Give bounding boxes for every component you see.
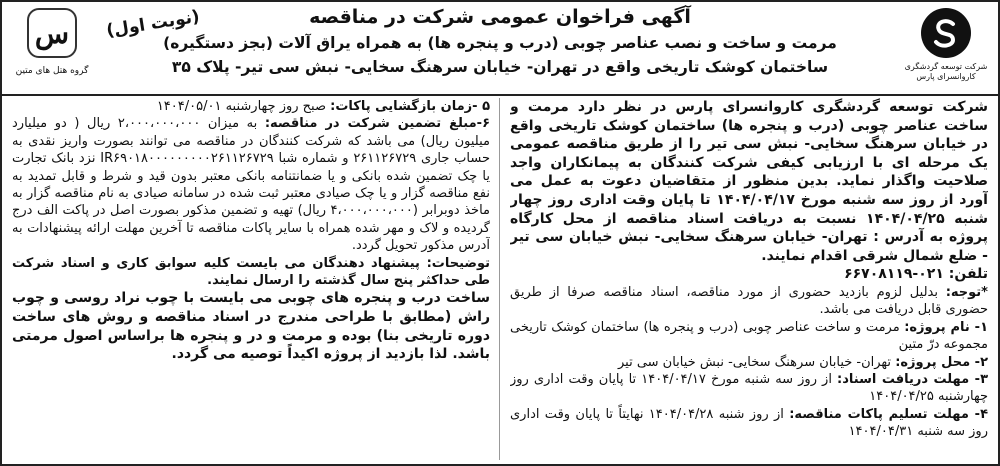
- column-divider: [499, 98, 500, 460]
- note-text: بدلیل لزوم بازدید حضوری از مورد مناقصه، اسناد مناقصه صرفا از طریق حضوری قابل دریافت می باشد.: [510, 284, 988, 318]
- header: [2, 2, 998, 94]
- matin-logo-icon: س: [27, 8, 77, 58]
- left-column: [12, 98, 490, 464]
- explanation-label: توضیحات:: [426, 255, 490, 271]
- item-text: به میزان ۲،۰۰۰،۰۰۰،۰۰۰ ریال ( دو میلیارد میلیون ریال) می باشد که شرکت کنندگان در مناقصه می توانند بصورت واریز نقدی به حساب جاری ۲۶۱۱۲۶۷۲۹ و شماره شبا IR۶۹۰۱۸۰۰۰۰۰۰۰۰۰۲۶۱۱۲۶۷۲۹ نزد بانک تجارت یا چک تضمین شده بانکی و یا ضمانتنامه بانکی معتبر بدون قید و شرط و قابل تمدید به نفع مناقصه گزار و یا چک صیادی معتبر ثبت شده در سامانه صیادی به نام مناقصه گزار به ماخذ دوبرابر (۴،۰۰۰،۰۰۰،۰۰۰ ریال) تهیه و تضمین مذکور بصورت اصل در پاکت الف درج گردیده و لاک و مهر شده همراه با سایر پاکات مناقصه تا آخرین مهلت ارائه پیشنهادات به آدرس مذکور تحویل گردد.: [12, 116, 490, 254]
- phone-label: تلفن:: [948, 266, 988, 283]
- item-text: مرمت و ساخت عناصر چوبی (درب و پنجره ها) ساختمان کوشک تاریخی مجموعه درّ متین: [510, 319, 988, 353]
- intro-paragraph: شرکت توسعه گردشگری کاروانسرای پارس در نظر دارد مرمت و ساخت عناصر چوبی (درب و پنجره ها) ساختمان کوشک تاریخی واقع در خیابان سرهنگ سخایی- نبش سی تیر را از طریق مناقصه عمومی یک مرحله ای با ارزیابی کیفی شرکت کنندگان به پیمانکاران واجد صلاحیت واگذار نماید. بدین منظور از متقاضیان دعوت به عمل می آورد از روز سه شنبه مورخ ۱۴۰۴/۰۴/۱۷ تا پایان وقت اداری روز چهار شنبه ۱۴۰۴/۰۴/۲۵ نسبت به دریافت اسناد مناقصه از محل کارگاه پروژه به آدرس : تهران- خیابان سرهنگ سخایی- نبش خیابان سی تیر - ضلع شمال شرقی اقدام نمایند.: [510, 99, 988, 264]
- right-column: [510, 98, 988, 464]
- page-title: آگهی فراخوان عمومی شرکت در مناقصه: [309, 6, 691, 28]
- logo-right-caption-line-1: شرکت توسعه گردشگری: [904, 62, 988, 71]
- caravanserai-logo: [900, 6, 992, 90]
- final-paragraph: ساخت درب و پنجره های چوبی می بایست با چوب نراد روسی و چوب راش (مطابق با طراحی مندرج در اسناد مناقصه و روش های ساخت دوره تاریخی بنا) بوده و مرمت و در و پنجره ها براساس اصول مرمتی باشد. لذا بازدید از پروژه اکیداً توصیه می گردد.: [12, 290, 490, 363]
- logo-right-caption-line-2: کاروانسرای پارس: [916, 72, 976, 81]
- subtitle-2: ساختمان کوشک تاریخی واقع در تهران- خیابان سرهنگ سخایی- نبش سی تیر- پلاک ۳۵: [171, 58, 829, 76]
- note-paragraph: [510, 284, 988, 319]
- item-label: ۴- مهلت تسلیم پاکات مناقصه:: [789, 406, 988, 422]
- guarantee-paragraph: [12, 115, 490, 254]
- matin-hotels-logo: [10, 8, 94, 88]
- round-label: (نوبت اول): [105, 6, 202, 42]
- item-text: تهران- خیابان سرهنگ سخایی- نبش خیابان سی تیر: [617, 354, 896, 370]
- item-label: ۲- محل پروژه:: [895, 354, 988, 370]
- item-label: ۱- نام پروژه:: [904, 319, 988, 335]
- item-label: ۵ -زمان بازگشایی پاکات:: [330, 99, 490, 114]
- header-divider: [2, 94, 998, 96]
- list-item: [510, 319, 988, 354]
- item-text: از روز سه شنبه مورخ ۱۴۰۴/۰۴/۱۷ تا پایان وقت اداری روز چهارشنبه ۱۴۰۴/۰۴/۲۵: [510, 371, 988, 405]
- item-label: ۳- مهلت دریافت اسناد:: [837, 371, 988, 387]
- header-titles: [102, 4, 898, 79]
- logo-left-caption: گروه هتل های متین: [15, 66, 89, 76]
- item-text: صبح روز چهارشنبه ۱۴۰۴/۰۵/۰۱: [156, 99, 331, 114]
- explanation-text: پیشنهاد دهندگان می بایست کلیه سوابق کاری و اسناد شرکت طی حداکثر پنج سال گذشته را ارسال نمایند.: [12, 255, 490, 289]
- phone-number: ۰۲۱-۶۶۷۰۸۱۱۹: [844, 266, 944, 283]
- logo-right-caption: [905, 62, 988, 82]
- item-text: از روز شنبه ۱۴۰۴/۰۴/۲۸ نهایتاً تا پایان وقت اداری روز سه شنبه ۱۴۰۴/۰۴/۳۱: [510, 406, 988, 440]
- caravanserai-logo-icon: [921, 8, 971, 58]
- phone-line: [510, 265, 988, 284]
- item-label: ۶-مبلغ تضمین شرکت در مناقصه:: [264, 116, 490, 132]
- list-item: [510, 354, 988, 371]
- explanation-paragraph: [12, 255, 490, 290]
- subtitle-1: مرمت و ساخت و نصب عناصر چوبی (درب و پنجره ها) به همراه یراق آلات (بجز دستگیره): [163, 34, 837, 52]
- opening-time-paragraph: [12, 98, 490, 115]
- list-item: [510, 371, 988, 406]
- list-item: [510, 406, 988, 441]
- note-label: *توجه:: [945, 284, 988, 300]
